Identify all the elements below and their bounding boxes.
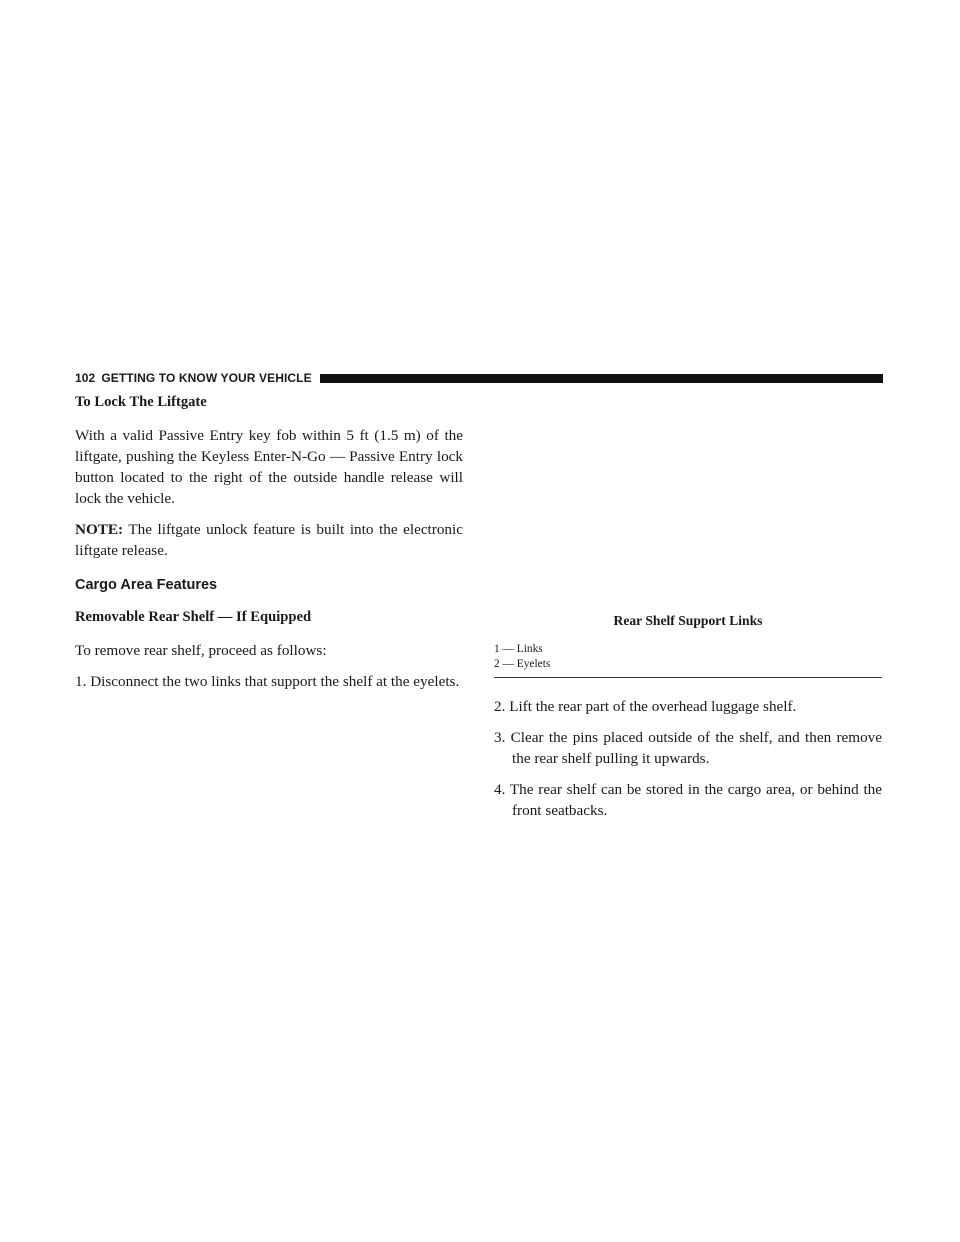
lock-liftgate-paragraph: With a valid Passive Entry key fob within 5 ft (1.5 m) of the liftgate, pushing the Keyless Enter-N-Go — Passive Entry lock button located to the right of the outside handle release will lock the vehicle.: [75, 427, 463, 507]
steps-list-right: [494, 696, 882, 821]
note-paragraph: [75, 519, 463, 561]
steps-list-left: [75, 671, 463, 692]
note-label: NOTE:: [75, 521, 124, 538]
page-header: [75, 370, 883, 386]
left-column: [75, 390, 463, 702]
step-4: 4. The rear shelf can be stored in the cargo area, or behind the front seatbacks.: [494, 781, 882, 819]
header-rule: [320, 374, 883, 383]
section-title: GETTING TO KNOW YOUR VEHICLE: [101, 371, 312, 385]
page-number: 102: [75, 371, 96, 385]
legend-item-links: 1 — Links: [494, 643, 543, 655]
note-text: The liftgate unlock feature is built into the electronic liftgate release.: [75, 521, 463, 559]
step-3: 3. Clear the pins placed outside of the shelf, and then remove the rear shelf pulling it upwards.: [494, 729, 882, 767]
step-1: 1. Disconnect the two links that support the shelf at the eyelets.: [75, 673, 460, 690]
lock-liftgate-heading: To Lock The Liftgate: [75, 394, 207, 410]
rear-shelf-heading: Removable Rear Shelf — If Equipped: [75, 609, 312, 625]
figure-caption: Rear Shelf Support Links: [613, 613, 763, 628]
cargo-area-heading: Cargo Area Features: [75, 577, 218, 593]
shelf-intro: To remove rear shelf, proceed as follows:: [75, 642, 327, 659]
figure-image-area: [494, 390, 882, 612]
legend-divider: [494, 677, 882, 678]
step-2: 2. Lift the rear part of the overhead luggage shelf.: [494, 698, 797, 715]
right-column: [494, 390, 882, 831]
legend-item-eyelets: 2 — Eyelets: [494, 658, 551, 670]
